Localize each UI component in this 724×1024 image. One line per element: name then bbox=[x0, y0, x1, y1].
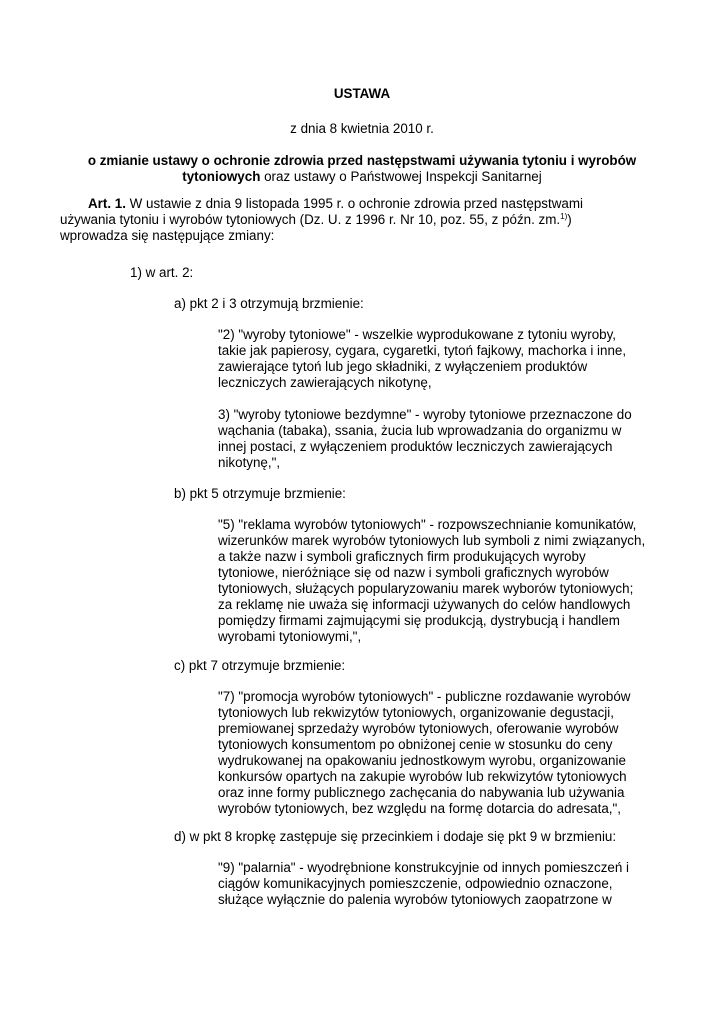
document-date: z dnia 8 kwietnia 2010 r. bbox=[290, 121, 434, 136]
subject-bold-line1: o zmianie ustawy o ochronie zdrowia przed następstwami używania tytoniu i wyrobów bbox=[87, 153, 637, 168]
document-subject bbox=[0, 153, 724, 185]
subject-bold-line2: tytoniowych bbox=[182, 169, 261, 184]
quote-pkt-2: "2) "wyroby tytoniowe" - wszelkie wyprodukowane z tytoniu wyroby, takie jak papierosy, cygara, cygaretki, tytoń fajkowy, machorka i inne, zawierające tytoń lub jego składniki, z wyłączeniem produktów leczniczych zawierających nikotynę, bbox=[218, 327, 627, 390]
point-1: 1) w art. 2: bbox=[130, 265, 194, 280]
subpoint-c: c) pkt 7 otrzymuje brzmienie: bbox=[174, 658, 346, 673]
quote-pkt-5: "5) "reklama wyrobów tytoniowych" - rozpowszechnianie komunikatów, wizerunków marek wyrobów tytoniowych lub symboli z nimi związanych, a także nazw i symboli graficznych firm produkujących wyroby tytoniowe, nieróżniące się od nazw i symboli graficznych wyrobów tytoniowych, służących popularyzowaniu marek wyborów tytoniowych; za reklamę nie uważa się informacji używanych do celów handlowych pomiędzy firmami zajmującymi się produkcją, dystrybucją i handlem wyrobami tytoniowymi,", bbox=[218, 517, 646, 644]
subpoint-b: b) pkt 5 otrzymuje brzmienie: bbox=[174, 486, 346, 501]
article-1-label: Art. 1. bbox=[88, 196, 126, 211]
article-1-line2: używania tytoniu i wyrobów tytoniowych (Dz. U. z 1996 r. Nr 10, poz. 55, z późn. zm. bbox=[60, 212, 561, 227]
document-title: USTAWA bbox=[333, 86, 391, 101]
quote-pkt-9: "9) "palarnia" - wyodrębnione konstrukcyjnie od innych pomieszczeń i ciągów komunikacyjnych pomieszczenie, odpowiednio oznaczone, służące wyłącznie do palenia wyrobów tytoniowych zaopatrzone w bbox=[218, 860, 629, 907]
article-1-line1: W ustawie z dnia 9 listopada 1995 r. o ochronie zdrowia przed następstwami bbox=[125, 196, 583, 211]
article-1-line3: wprowadza się następujące zmiany: bbox=[60, 228, 275, 243]
subject-rest: oraz ustawy o Państwowej Inspekcji Sanitarnej bbox=[260, 169, 542, 184]
quote-pkt-7: "7) "promocja wyrobów tytoniowych" - publiczne rozdawanie wyrobów tytoniowych lub rekwizytów tytoniowych, organizowanie degustacji, premiowanej sprzedaży wyrobów tytoniowych, oferowanie wyrobów tytoniowych konsumentom po obniżonej cenie w stosunku do ceny wydrukowanej na opakowaniu jednostkowym wyrobu, organizowanie konkursów opartych na zakupie wyrobów lub rekwizytów tytoniowych oraz inne formy publicznego zachęcania do nabywania lub używania wyrobów tytoniowych, bez względu na formę dotarcia do adresata,", bbox=[218, 689, 631, 816]
article-1-line2-end: ) bbox=[567, 212, 572, 227]
subpoint-a: a) pkt 2 i 3 otrzymują brzmienie: bbox=[174, 296, 364, 311]
subpoint-d: d) w pkt 8 kropkę zastępuje się przecinkiem i dodaje się pkt 9 w brzmieniu: bbox=[174, 829, 617, 844]
footnote-mark: 1) bbox=[560, 212, 568, 221]
quote-pkt-3: 3) "wyroby tytoniowe bezdymne" - wyroby tytoniowe przeznaczone do wąchania (tabaka), ssania, żucia lub wprowadzania do organizmu w innej postaci, z wyłączeniem produktów leczniczych zawierających nikotynę,", bbox=[218, 407, 632, 470]
article-1 bbox=[60, 196, 666, 244]
